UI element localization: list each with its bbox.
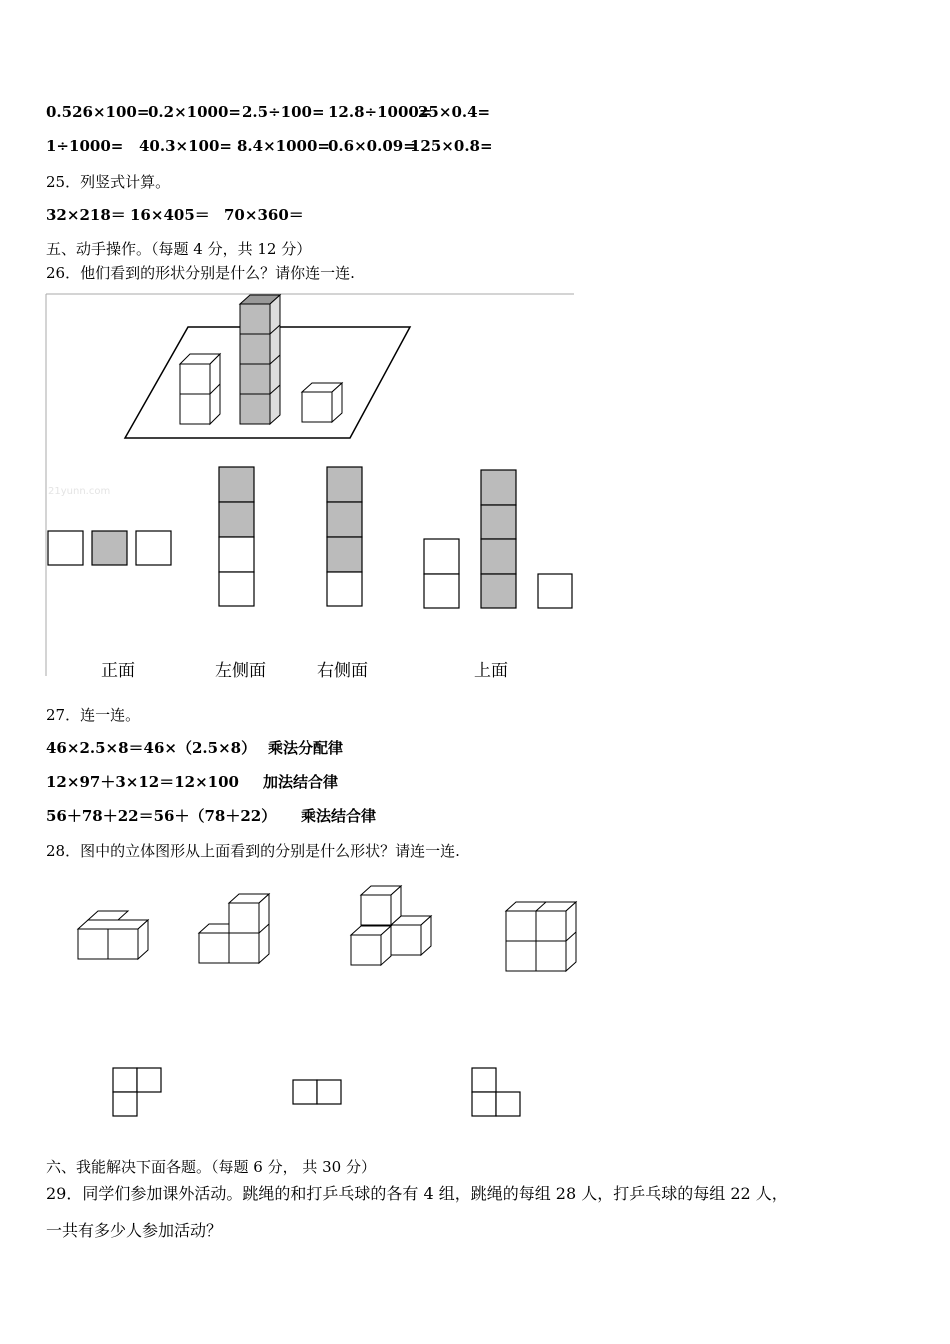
question-28-figure [0, 860, 950, 1140]
calc-item: 1÷1000= [46, 137, 124, 155]
top-view-option-2 [293, 1080, 341, 1104]
law-name: 乘法结合律 [301, 807, 377, 825]
calc-item: 0.2×1000= [148, 103, 241, 121]
calc-item: 125×0.8= [410, 137, 493, 155]
view-option-front [48, 531, 171, 565]
vertical-calc-item: 70×360＝ [224, 206, 304, 224]
cube-stack-2 [180, 354, 220, 424]
law-name: 加法结合律 [263, 773, 339, 791]
question-28-title: 28．图中的立体图形从上面看到的分别是什么形状？请连一连. [46, 842, 460, 860]
question-27-title: 27．连一连。 [46, 706, 141, 724]
solid-a [78, 911, 148, 959]
view-option-left [219, 467, 254, 606]
view-label-front: 正面 [101, 661, 135, 681]
law-name: 乘法分配律 [268, 739, 344, 757]
calc-item: 8.4×1000= [237, 137, 330, 155]
vertical-calc-item: 32×218＝ [46, 206, 126, 224]
top-view-option-3 [472, 1068, 520, 1116]
calc-item: 25×0.4= [418, 103, 491, 121]
question-29-line-1: 29．同学们参加课外活动。跳绳的和打乒乓球的各有 4 组，跳绳的每组 28 人，打乒乓球的每组 22 人， [46, 1184, 788, 1203]
view-option-right [327, 467, 362, 606]
calc-item: 0.6×0.09= [328, 137, 416, 155]
expression: 46×2.5×8＝46×（2.5×8） [46, 739, 257, 757]
solid-d [506, 902, 576, 971]
cube-stack-4 [240, 295, 280, 424]
view-label-right-side: 右侧面 [317, 661, 368, 681]
view-option-top [424, 470, 572, 608]
solids-and-top-views [0, 860, 950, 1140]
section-5-heading: 五、动手操作。（每题 4 分，共 12 分） [46, 240, 312, 258]
question-26-title: 26．他们看到的形状分别是什么？请你连一连. [46, 264, 355, 282]
question-25-title: 25．列竖式计算。 [46, 173, 171, 191]
solid-c [351, 886, 431, 965]
question-29-line-2: 一共有多少人参加活动？ [46, 1221, 223, 1240]
base-plane [125, 327, 410, 438]
solid-b [199, 894, 269, 963]
section-6-heading: 六、我能解决下面各题。（每题 6 分， 共 30 分） [46, 1158, 376, 1176]
view-label-top: 上面 [474, 661, 508, 681]
calc-item: 12.8÷1000= [328, 103, 432, 121]
watermark: 21yunn.com [48, 486, 111, 497]
expression: 12×97＋3×12＝12×100 [46, 773, 239, 791]
vertical-calc-item: 16×405＝ [130, 206, 210, 224]
calc-item: 2.5÷100= [242, 103, 325, 121]
view-label-left-side: 左侧面 [215, 661, 266, 681]
cube-single [302, 383, 342, 422]
calc-item: 40.3×100= [139, 137, 232, 155]
expression: 56＋78＋22＝56＋（78＋22） [46, 807, 277, 825]
calc-item: 0.526×100= [46, 103, 150, 121]
top-view-option-1 [113, 1068, 161, 1116]
